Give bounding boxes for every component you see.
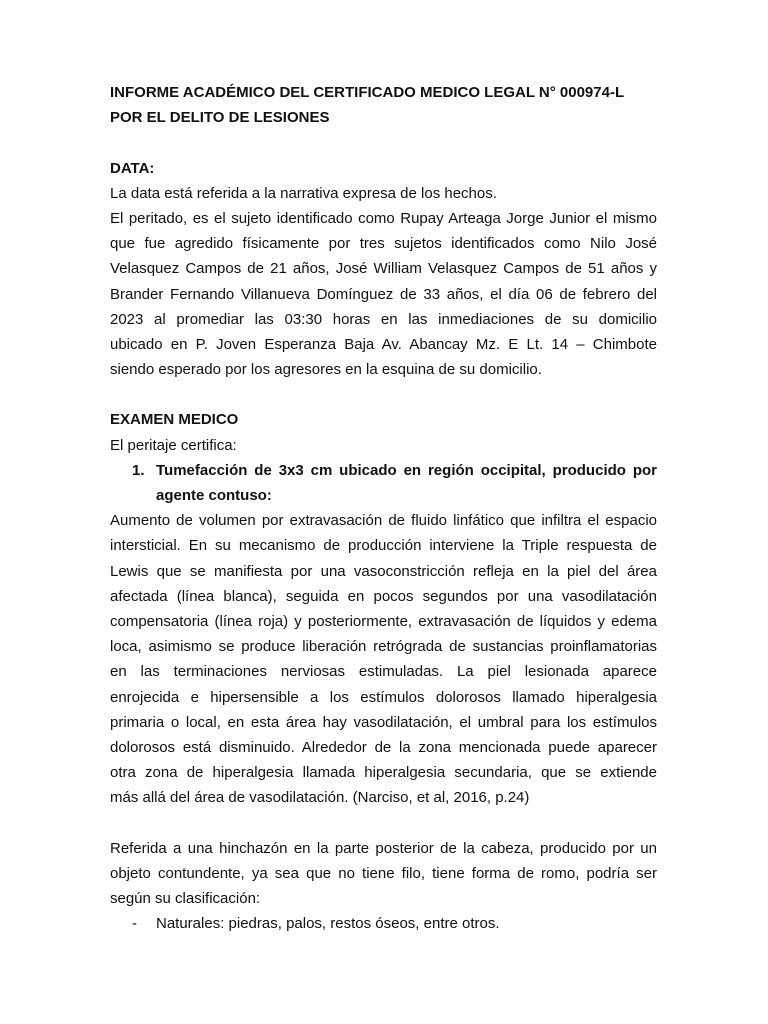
document-body xyxy=(110,80,657,936)
spacer xyxy=(110,130,657,155)
document-title-line-1: INFORME ACADÉMICO DEL CERTIFICADO MEDICO LEGAL N° 000974-L xyxy=(110,84,625,101)
second-paragraph xyxy=(110,836,657,912)
paragraph-line: que fue agredido físicamente por tres sujetos identificados como Nilo José xyxy=(110,235,657,253)
list-item-continuation: agente contuso: xyxy=(156,487,272,504)
paragraph-line: intersticial. En su mecanismo de producción interviene la Triple respuesta de xyxy=(110,537,657,555)
exam-intro: El peritaje certifica: xyxy=(110,436,237,454)
paragraph-line: ubicado en P. Joven Esperanza Baja Av. Abancay Mz. E Lt. 14 – Chimbote xyxy=(110,335,657,353)
bullet-list-item xyxy=(110,911,657,936)
exam-paragraph xyxy=(110,508,657,810)
paragraph-line: compensatoria (línea roja) y posteriormente, extravasación de líquidos y edema xyxy=(110,612,657,630)
numbered-list-item xyxy=(110,458,657,483)
list-item-text: Naturales: piedras, palos, restos óseos, entre otros. xyxy=(156,915,500,933)
paragraph-line: afectada (línea blanca), seguida en pocos segundos por una vasodilatación xyxy=(110,587,657,605)
exam-heading: EXAMEN MEDICO xyxy=(110,411,239,429)
document-title-line-2: POR EL DELITO DE LESIONES xyxy=(110,109,330,127)
data-heading: DATA: xyxy=(110,159,155,177)
paragraph-line: siendo esperado por los agresores en la esquina de su domicilio. xyxy=(110,361,542,379)
paragraph-line: 2023 al promediar las 03:30 horas en las inmediaciones de su domicilio xyxy=(110,310,657,328)
paragraph-line: dolorosos está disminuido. Alrededor de la zona mencionada puede aparecer xyxy=(110,738,657,756)
paragraph-line: otra zona de hiperalgesia llamada hiperalgesia secundaria, que se extiende xyxy=(110,764,657,782)
paragraph-line: más allá del área de vasodilatación. (Narciso, et al, 2016, p.24) xyxy=(110,789,530,807)
paragraph-line: Brander Fernando Villanueva Domínguez de 33 años, el día 06 de febrero del xyxy=(110,285,657,303)
paragraph-line: Velasquez Campos de 21 años, José William Velasquez Campos de 51 años y xyxy=(110,260,657,278)
paragraph-line: según su clasificación: xyxy=(110,890,261,907)
paragraph-line: El peritado, es el sujeto identificado como Rupay Arteaga Jorge Junior el mismo xyxy=(110,209,657,227)
paragraph-line: Lewis que se manifiesta por una vasoconstricción refleja en la piel del área xyxy=(110,562,657,580)
spacer xyxy=(110,810,657,835)
paragraph-line: en las terminaciones nerviosas estimuladas. La piel lesionada aparece xyxy=(110,663,657,681)
list-number: 1. xyxy=(132,461,145,479)
spacer xyxy=(110,382,657,407)
paragraph-line: loca, asimismo se produce liberación retrógrada de sustancias proinflamatorias xyxy=(110,638,657,656)
data-paragraph xyxy=(110,206,657,382)
paragraph-line: objeto contundente, ya sea que no tiene filo, tiene forma de romo, podría ser xyxy=(110,864,657,882)
paragraph-line: enrojecida e hipersensible a los estímulos dolorosos llamado hiperalgesia xyxy=(110,688,657,706)
data-intro: La data está referida a la narrativa expresa de los hechos. xyxy=(110,184,497,202)
paragraph-line: Aumento de volumen por extravasación de fluido linfático que infiltra el espacio xyxy=(110,512,657,530)
bullet-dash: - xyxy=(132,915,137,933)
paragraph-line: primaria o local, en esta área hay vasodilatación, el umbral para los estímulos xyxy=(110,713,657,731)
list-item-text: Tumefacción de 3x3 cm ubicado en región occipital, producido por xyxy=(156,461,657,479)
paragraph-line: Referida a una hinchazón en la parte posterior de la cabeza, producido por un xyxy=(110,839,657,857)
